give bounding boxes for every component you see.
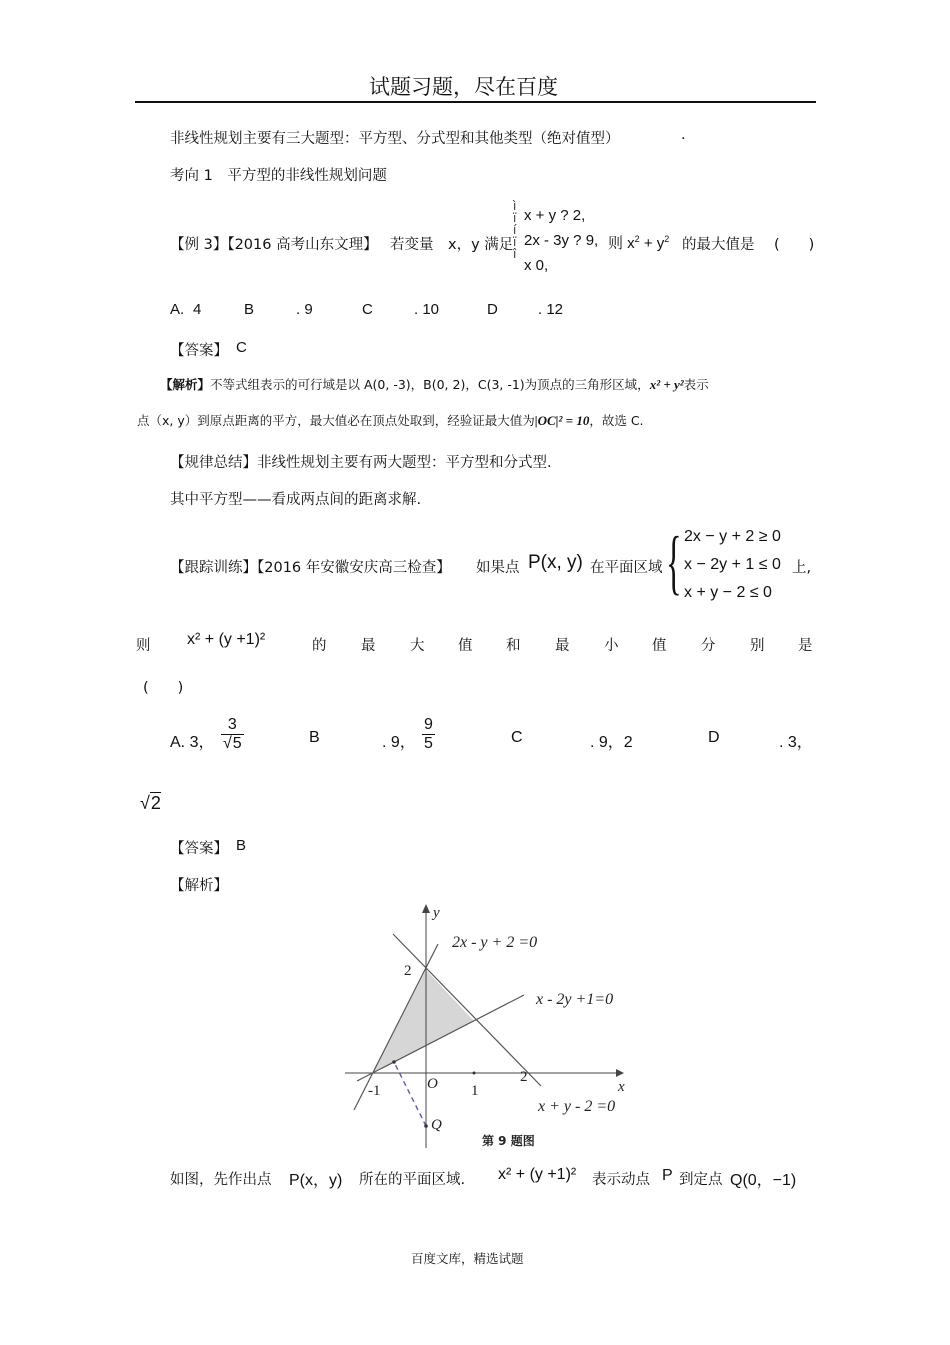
region-figure <box>338 898 638 1153</box>
tick-2x: 2 <box>520 1069 528 1085</box>
line2-word-1: 最 <box>361 638 376 654</box>
closing-q: Q(0，−1) <box>730 1172 797 1189</box>
label-eq1: 2x - y + 2 =0 <box>452 934 538 951</box>
analysis-label: 【解析】 <box>160 377 211 392</box>
track-option-b-value: . 9， <box>382 734 416 751</box>
example3-stem-c: 的最大值是 <box>682 237 755 253</box>
tracking-ineq2: x − 2y + 1 ≤ 0 <box>684 556 781 573</box>
line2-word-2: 大 <box>410 638 425 654</box>
section-heading: 考向 1 平方型的非线性规划问题 <box>170 168 387 184</box>
analysis-line2 <box>137 411 644 429</box>
label-x: x <box>618 1079 625 1095</box>
analysis-oc: |OC|² = 10 <box>534 413 590 428</box>
line2-word-9: 别 <box>750 638 765 654</box>
tracking-ineq3: x + y − 2 ≤ 0 <box>684 584 772 601</box>
header-rule <box>135 101 816 103</box>
rule-summary-2: 其中平方型——看成两点间的距离求解. <box>170 492 422 508</box>
label-q: Q <box>431 1117 442 1133</box>
feasible-region <box>373 970 474 1073</box>
track-option-c-letter: C <box>511 729 523 746</box>
example3-cond2: 2x - 3y ? 9, <box>524 232 599 249</box>
answer-value: C <box>236 339 247 356</box>
tracking-stem-c: 上, <box>792 560 812 576</box>
track-option-b-frac <box>422 716 435 753</box>
example3-stem-a: 若变量 x，y 满足 <box>390 237 514 253</box>
analysis-expr: x² + y² <box>649 377 684 392</box>
tracking-ineq1: 2x − y + 2 ≥ 0 <box>684 528 781 545</box>
example3-expr <box>608 232 669 253</box>
track-answer-value: B <box>236 837 247 854</box>
track-option-a: A. 3， <box>170 734 215 751</box>
line2-word-5: 最 <box>555 638 570 654</box>
analysis-line1 <box>160 375 709 393</box>
y-axis-arrow <box>422 904 430 913</box>
option-b-letter: B <box>244 301 255 318</box>
example3-cond3: x 0, <box>524 257 549 274</box>
track-analysis-label: 【解析】 <box>170 878 228 894</box>
option-d-sqrt-val: 2 <box>150 793 161 813</box>
figure-caption: 第 9 题图 <box>482 1134 535 1148</box>
closing-expr: x² + (y +1)² <box>498 1166 577 1183</box>
tracking-stem-b: 在平面区域 <box>590 560 663 576</box>
option-a-letter: A. <box>170 301 185 318</box>
option-a-value: 4 <box>193 301 202 318</box>
option-d-letter: D <box>487 301 498 318</box>
example3-brace: ì ï í ï î <box>513 199 517 261</box>
frac-a-den-val: 5 <box>232 735 242 752</box>
line2-word-7: 值 <box>652 638 667 654</box>
tick-point-1 <box>473 1072 476 1075</box>
rule-summary: 【规律总结】非线性规划主要有两大题型：平方型和分式型. <box>170 455 552 471</box>
tick-2y: 2 <box>404 963 412 979</box>
page-title: 试题习题，尽在百度 <box>369 75 558 99</box>
intro-dot: . <box>681 127 686 143</box>
tracking-brace: { <box>666 522 682 602</box>
option-d-value: . 12 <box>538 301 564 318</box>
tick-neg1: -1 <box>368 1083 381 1099</box>
track-option-d-letter: D <box>708 729 720 746</box>
line2-word-0: 的 <box>312 638 327 654</box>
track-option-b-letter: B <box>309 729 320 746</box>
closing-point: P(x，y) <box>289 1172 343 1189</box>
example3-stem-b: 则 x <box>608 235 635 252</box>
point-q <box>424 1124 428 1128</box>
line2-word-4: 和 <box>506 638 521 654</box>
intro-text: 非线性规划主要有三大题型：平方型、分式型和其他类型（绝对值型） <box>170 131 620 147</box>
line2-word-3: 值 <box>458 638 473 654</box>
analysis-text2b: ，故选 C. <box>589 413 644 428</box>
closing-text-c: 表示动点 <box>592 1172 650 1188</box>
track-answer-label: 【答案】 <box>170 841 228 857</box>
label-y: y <box>433 905 440 921</box>
closing-text-d: 到定点 <box>679 1172 723 1188</box>
tracking-line2-prefix: 则 <box>136 638 151 654</box>
tracking-paren: ( ) <box>143 680 184 696</box>
exp-2: 2 <box>634 234 640 244</box>
answer-label: 【答案】 <box>170 343 228 359</box>
option-c-letter: C <box>362 301 373 318</box>
tick-1: 1 <box>471 1083 479 1099</box>
line2-word-8: 分 <box>701 638 716 654</box>
line2-word-6: 小 <box>604 638 619 654</box>
example3-label: 【例 3】【2016 高考山东文理】 <box>170 237 378 253</box>
tracking-label: 【跟踪训练】【2016 年安徽安庆高三检查】 <box>170 560 451 576</box>
option-c-value: . 10 <box>414 301 440 318</box>
closing-text-b: 所在的平面区域. <box>359 1172 466 1188</box>
example3-plus-y: + y <box>639 235 665 252</box>
example3-paren: ( ) <box>774 237 815 253</box>
frac-b-num: 9 <box>424 716 433 733</box>
analysis-text1: 不等式组表示的可行域是以 A(0, -3)，B(0, 2)，C(3, -1)为顶点的三角形区域， <box>210 377 650 392</box>
x-axis-arrow <box>616 1069 624 1077</box>
analysis-text2: 点（x, y）到原点距离的平方，最大值必在顶点处取到，经验证最大值为 <box>137 413 535 428</box>
example3-cond1: x + y ? 2, <box>524 207 586 224</box>
exp-2b: 2 <box>664 234 670 244</box>
label-origin: O <box>427 1076 438 1092</box>
frac-a-num: 3 <box>221 716 244 735</box>
tracking-expr: x² + (y +1)² <box>187 631 266 648</box>
frac-a-den: √5 <box>223 735 242 752</box>
track-option-d-value: . 3， <box>779 734 813 751</box>
option-b-value: . 9 <box>296 301 313 318</box>
closing-text-a: 如图，先作出点 <box>170 1172 272 1188</box>
label-eq3: x + y - 2 =0 <box>538 1098 616 1115</box>
page-footer: 百度文库，精选试题 <box>411 1251 524 1266</box>
tracking-stem-a: 如果点 <box>476 560 520 576</box>
dashed-distance <box>394 1062 426 1126</box>
closing-p: P <box>662 1167 673 1184</box>
track-option-a-frac <box>221 716 244 753</box>
line2-word-10: 是 <box>798 638 813 654</box>
foot-point <box>392 1060 396 1064</box>
frac-b-den: 5 <box>424 735 433 752</box>
track-option-d-tail: √2 <box>140 793 161 813</box>
analysis-text1b: 表示 <box>683 377 709 392</box>
tracking-point: P(x, y) <box>528 552 583 573</box>
track-option-c-value: . 9，2 <box>590 734 633 751</box>
label-eq2: x - 2y +1=0 <box>536 991 614 1008</box>
